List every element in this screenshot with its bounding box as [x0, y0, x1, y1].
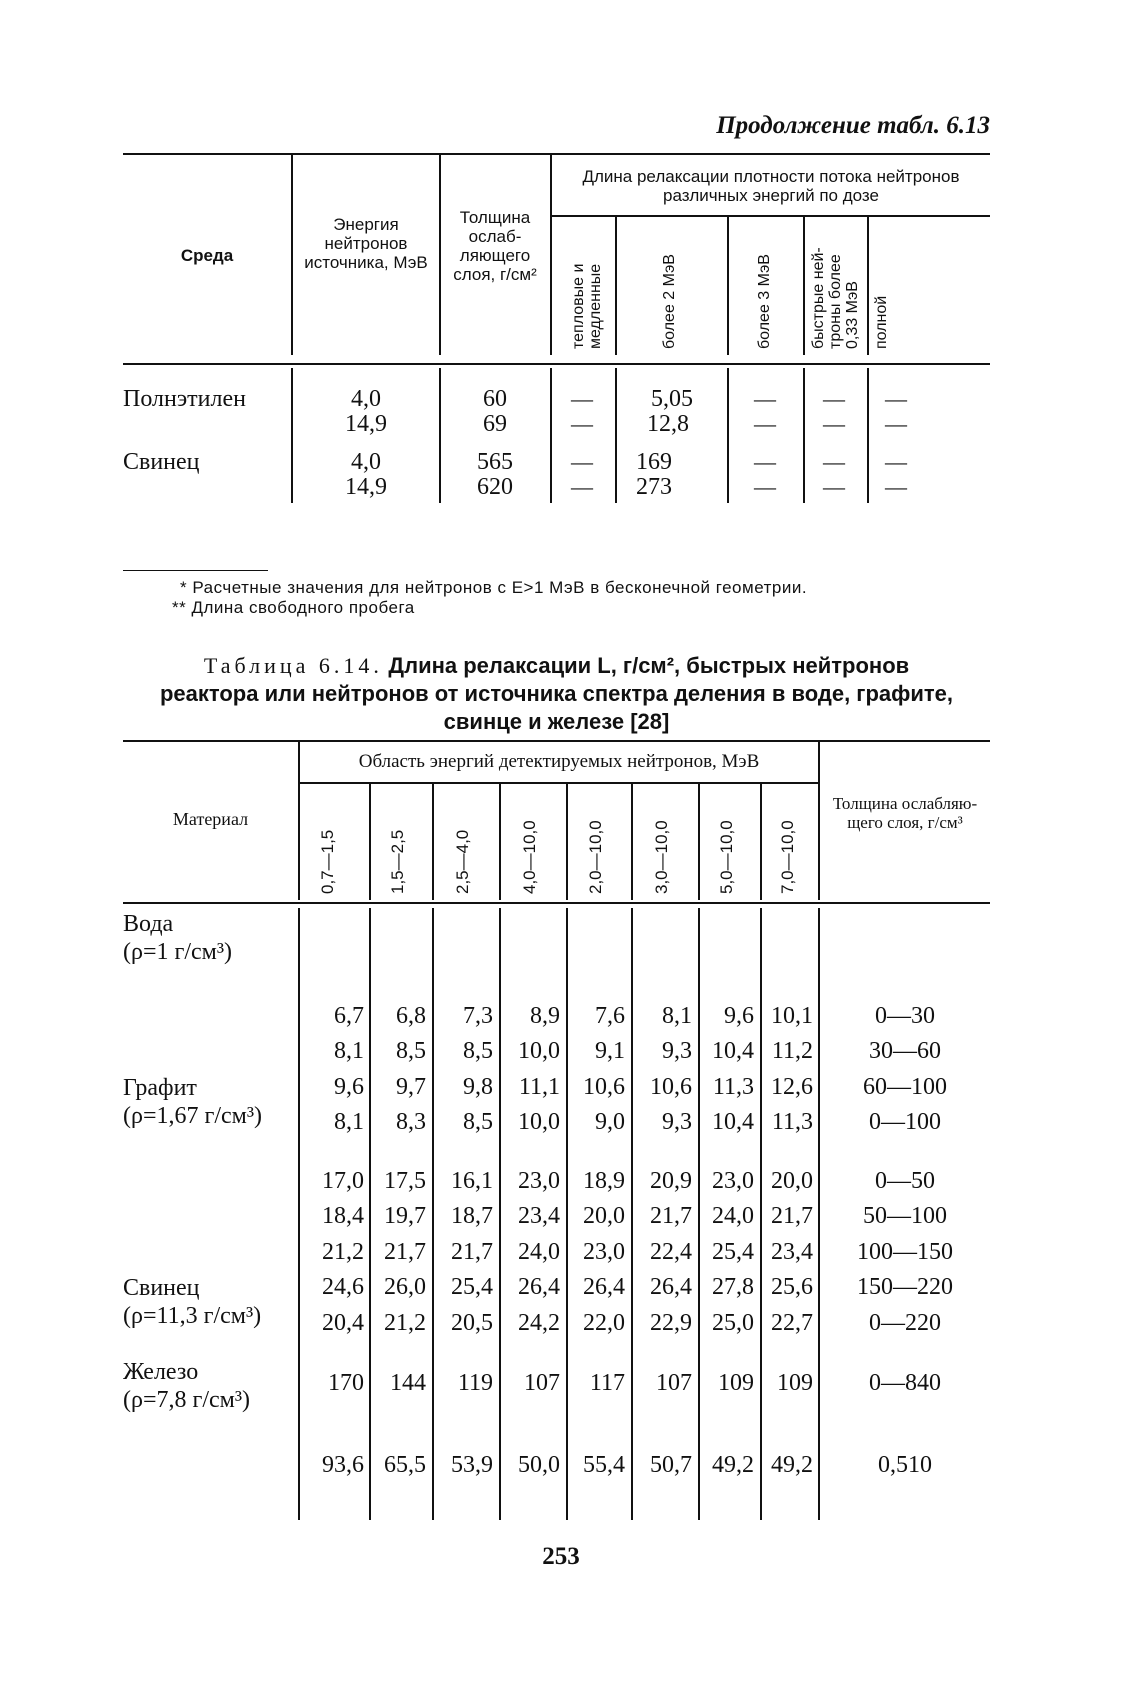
value-cell: 8,5: [396, 1038, 426, 1064]
value-cell: 25,4: [451, 1274, 493, 1300]
value-cell: 23,0: [518, 1168, 560, 1194]
value-cell: 18,4: [322, 1203, 364, 1229]
value-cell: 20,5: [451, 1310, 493, 1336]
vline: [727, 368, 729, 503]
value-cell: 12,8: [647, 411, 689, 437]
value-cell: 11,2: [771, 1038, 813, 1064]
header-range: 7,0—10,0: [778, 820, 797, 894]
vline: [631, 782, 633, 900]
value-cell: 22,9: [650, 1310, 692, 1336]
value-cell: 11,1: [518, 1074, 560, 1100]
energy-cell: 4,0: [351, 386, 381, 412]
value-cell: 23,4: [518, 1203, 560, 1229]
vline: [566, 782, 568, 900]
vline: [698, 782, 700, 900]
header-bottom-rule: [123, 902, 990, 904]
value-cell: 10,0: [518, 1038, 560, 1064]
value-cell: 65,5: [384, 1452, 426, 1478]
vline: [803, 368, 805, 503]
value-cell: 27,8: [712, 1274, 754, 1300]
header-layer-thickness: Толщина ослабляю-щего слоя, г/см³: [832, 794, 978, 832]
thickness-cell: 620: [477, 474, 513, 500]
value-cell: 18,7: [451, 1203, 493, 1229]
energy-cell: 14,9: [345, 474, 387, 500]
value-cell: 21,7: [650, 1203, 692, 1229]
value-cell: —: [754, 411, 776, 436]
header-range: 2,0—10,0: [586, 820, 605, 894]
value-cell: 24,0: [518, 1239, 560, 1265]
value-cell: 26,4: [583, 1274, 625, 1300]
vline: [818, 740, 820, 900]
value-cell: 8,1: [334, 1038, 364, 1064]
thickness-cell: 0,510: [878, 1452, 932, 1478]
value-cell: —: [571, 449, 593, 474]
material-density: (ρ=1,67 г/см³): [123, 1103, 263, 1129]
thickness-cell: 0—30: [875, 1003, 935, 1029]
vline: [499, 782, 501, 900]
value-cell: 20,4: [322, 1310, 364, 1336]
vline: [291, 153, 293, 355]
header-range: 3,0—10,0: [652, 820, 671, 894]
value-cell: 50,7: [650, 1452, 692, 1478]
value-cell: 21,7: [771, 1203, 813, 1229]
material-lead: [123, 1274, 261, 1330]
vline: [432, 782, 434, 900]
header-above-3mev: более 3 МэВ: [756, 254, 773, 349]
table-top-rule: [123, 740, 990, 742]
value-cell: 10,4: [712, 1109, 754, 1135]
value-cell: 93,6: [322, 1452, 364, 1478]
thickness-cell: 50—100: [863, 1203, 947, 1229]
value-cell: 21,7: [384, 1239, 426, 1265]
value-cell: 10,0: [518, 1109, 560, 1135]
vline: [439, 153, 441, 355]
value-cell: 21,2: [384, 1310, 426, 1336]
value-cell: 23,0: [583, 1239, 625, 1265]
value-cell: 18,9: [583, 1168, 625, 1194]
value-cell: —: [823, 474, 845, 499]
header-range: 2,5—4,0: [453, 829, 472, 894]
value-cell: 10,6: [583, 1074, 625, 1100]
value-cell: 22,4: [650, 1239, 692, 1265]
value-cell: 9,3: [662, 1109, 692, 1135]
energy-cell: 4,0: [351, 449, 381, 475]
vline: [727, 215, 729, 355]
material-name: Железо: [123, 1359, 199, 1385]
vline: [803, 215, 805, 355]
value-cell: 20,0: [771, 1168, 813, 1194]
thickness-cell: 100—150: [857, 1239, 953, 1265]
value-cell: —: [885, 386, 907, 411]
value-cell: 8,1: [662, 1003, 692, 1029]
value-cell: 20,9: [650, 1168, 692, 1194]
vline: [550, 153, 552, 355]
header-energy-region: Область энергий детектируемых нейтронов, МэВ: [358, 751, 760, 772]
value-cell: 24,2: [518, 1310, 560, 1336]
value-cell: 17,5: [384, 1168, 426, 1194]
value-cell: 26,4: [650, 1274, 692, 1300]
value-cell: 10,6: [650, 1074, 692, 1100]
value-cell: 6,7: [334, 1003, 364, 1029]
header-range: 4,0—10,0: [520, 820, 539, 894]
value-cell: 50,0: [518, 1452, 560, 1478]
value-cell: 17,0: [322, 1168, 364, 1194]
value-cell: 25,4: [712, 1239, 754, 1265]
header-relaxation-group: Длина релаксации плотности потока нейтронов различных энергий по дозе: [582, 167, 960, 205]
value-cell: 9,1: [595, 1038, 625, 1064]
value-cell: —: [571, 411, 593, 436]
value-cell: 23,0: [712, 1168, 754, 1194]
value-cell: —: [754, 474, 776, 499]
value-cell: —: [571, 386, 593, 411]
value-cell: 169: [636, 449, 672, 475]
value-cell: —: [823, 411, 845, 436]
table-top-rule: [123, 153, 990, 155]
value-cell: 117: [589, 1370, 625, 1396]
thickness-cell: 69: [483, 411, 507, 437]
value-cell: 144: [390, 1370, 426, 1396]
material-density: (ρ=1 г/см³): [123, 939, 233, 965]
value-cell: 8,5: [463, 1109, 493, 1135]
material-name: Вода: [123, 911, 174, 937]
value-cell: 26,4: [518, 1274, 560, 1300]
value-cell: 11,3: [771, 1109, 813, 1135]
value-cell: —: [885, 474, 907, 499]
continuation-title: Продолжение табл. 6.13: [716, 112, 990, 139]
value-cell: 5,05: [651, 386, 693, 412]
value-cell: 8,5: [463, 1038, 493, 1064]
header-above-2mev: более 2 МэВ: [661, 254, 678, 349]
value-cell: 23,4: [771, 1239, 813, 1265]
value-cell: 9,8: [463, 1074, 493, 1100]
value-cell: 49,2: [712, 1452, 754, 1478]
header-bottom-rule: [123, 363, 990, 365]
thickness-cell: 0—220: [869, 1310, 941, 1336]
value-cell: —: [885, 449, 907, 474]
table-6-14: [123, 740, 990, 1520]
vline: [867, 215, 869, 355]
value-cell: 25,0: [712, 1310, 754, 1336]
value-cell: 22,7: [771, 1310, 813, 1336]
value-cell: 9,6: [334, 1074, 364, 1100]
value-cell: 107: [524, 1370, 560, 1396]
footnote-1: * Расчетные значения для нейтронов с E>1 МэВ в бесконечной геометрии.: [180, 578, 808, 597]
value-cell: 170: [328, 1370, 364, 1396]
value-cell: —: [823, 386, 845, 411]
value-cell: 25,6: [771, 1274, 813, 1300]
medium-cell: Полнэтилен: [123, 386, 246, 412]
thickness-cell: 30—60: [869, 1038, 941, 1064]
thickness-cell: 0—840: [869, 1370, 941, 1396]
value-cell: 9,7: [396, 1074, 426, 1100]
thickness-cell: 60: [483, 386, 507, 412]
value-cell: 9,0: [595, 1109, 625, 1135]
value-cell: 8,3: [396, 1109, 426, 1135]
value-cell: 21,7: [451, 1239, 493, 1265]
material-name: Свинец: [123, 1275, 200, 1301]
value-cell: 16,1: [451, 1168, 493, 1194]
vline: [760, 782, 762, 900]
header-thickness: Толщина ослаб-ляющего слоя, г/см²: [453, 208, 537, 284]
thickness-cell: 565: [477, 449, 513, 475]
thickness-cell: 0—100: [869, 1109, 941, 1135]
value-cell: 6,8: [396, 1003, 426, 1029]
header-material: Материал: [172, 809, 249, 829]
value-cell: 21,2: [322, 1239, 364, 1265]
group-rule: [298, 782, 818, 784]
value-cell: —: [885, 411, 907, 436]
value-cell: 24,0: [712, 1203, 754, 1229]
thickness-cell: 60—100: [863, 1074, 947, 1100]
material-name: Графит: [123, 1075, 197, 1101]
header-range: 5,0—10,0: [717, 820, 736, 894]
value-cell: 8,9: [530, 1003, 560, 1029]
value-cell: 8,1: [334, 1109, 364, 1135]
table-6-14-caption-line1: [123, 652, 990, 680]
material-density: (ρ=7,8 г/см³): [123, 1387, 251, 1413]
header-thermal-slow: тепловые и медленные: [570, 263, 604, 349]
table-6-14-caption-line2: [123, 680, 990, 708]
caption-text-2: реактора или нейтронов от источника спектра деления в воде, графите,: [159, 681, 954, 706]
header-total: полной: [873, 295, 890, 349]
vline: [369, 782, 371, 900]
table-6-14-caption-line3: [123, 708, 990, 736]
material-iron: [123, 1358, 250, 1414]
value-cell: —: [754, 449, 776, 474]
value-cell: 24,6: [322, 1274, 364, 1300]
table-6-13: [123, 153, 990, 543]
page-number: 253: [542, 1543, 580, 1570]
value-cell: —: [754, 386, 776, 411]
material-graphite: [123, 1074, 262, 1130]
footnote-2: ** Длина свободного пробега: [172, 598, 415, 617]
vline: [298, 740, 300, 900]
value-cell: 20,0: [583, 1203, 625, 1229]
header-fast-neutrons: быстрые ней-троны более 0,33 МэВ: [810, 247, 861, 349]
vline: [615, 215, 617, 355]
caption-text-1: Длина релаксации L, г/см², быстрых нейтронов: [388, 653, 910, 678]
value-cell: 107: [656, 1370, 692, 1396]
caption-text-3: свинце и железе [28]: [443, 709, 670, 734]
value-cell: 55,4: [583, 1452, 625, 1478]
vline: [615, 368, 617, 503]
material-density: (ρ=11,3 г/см³): [123, 1303, 262, 1329]
value-cell: 26,0: [384, 1274, 426, 1300]
value-cell: 119: [457, 1370, 493, 1396]
value-cell: 19,7: [384, 1203, 426, 1229]
table-label: Таблица 6.14.: [203, 653, 383, 678]
value-cell: 49,2: [771, 1452, 813, 1478]
material-water: [123, 910, 232, 966]
value-cell: —: [571, 474, 593, 499]
energy-cell: 14,9: [345, 411, 387, 437]
header-range: 1,5—2,5: [388, 829, 407, 894]
vline: [867, 368, 869, 503]
value-cell: 9,6: [724, 1003, 754, 1029]
value-cell: 12,6: [771, 1074, 813, 1100]
value-cell: 22,0: [583, 1310, 625, 1336]
value-cell: 7,6: [595, 1003, 625, 1029]
value-cell: 273: [636, 474, 672, 500]
value-cell: 53,9: [451, 1452, 493, 1478]
medium-cell: Свинец: [123, 449, 200, 475]
value-cell: 9,3: [662, 1038, 692, 1064]
value-cell: 109: [718, 1370, 754, 1396]
footnote-rule: [123, 570, 268, 571]
value-cell: 10,4: [712, 1038, 754, 1064]
value-cell: 10,1: [771, 1003, 813, 1029]
value-cell: 7,3: [463, 1003, 493, 1029]
thickness-cell: 0—50: [875, 1168, 935, 1194]
value-cell: 11,3: [712, 1074, 754, 1100]
value-cell: 109: [777, 1370, 813, 1396]
header-source-energy: Энергия нейтронов источника, МэВ: [304, 215, 428, 272]
thickness-cell: 150—220: [857, 1274, 953, 1300]
header-medium: Среда: [180, 246, 234, 265]
value-cell: —: [823, 449, 845, 474]
header-range: 0,7—1,5: [318, 829, 337, 894]
